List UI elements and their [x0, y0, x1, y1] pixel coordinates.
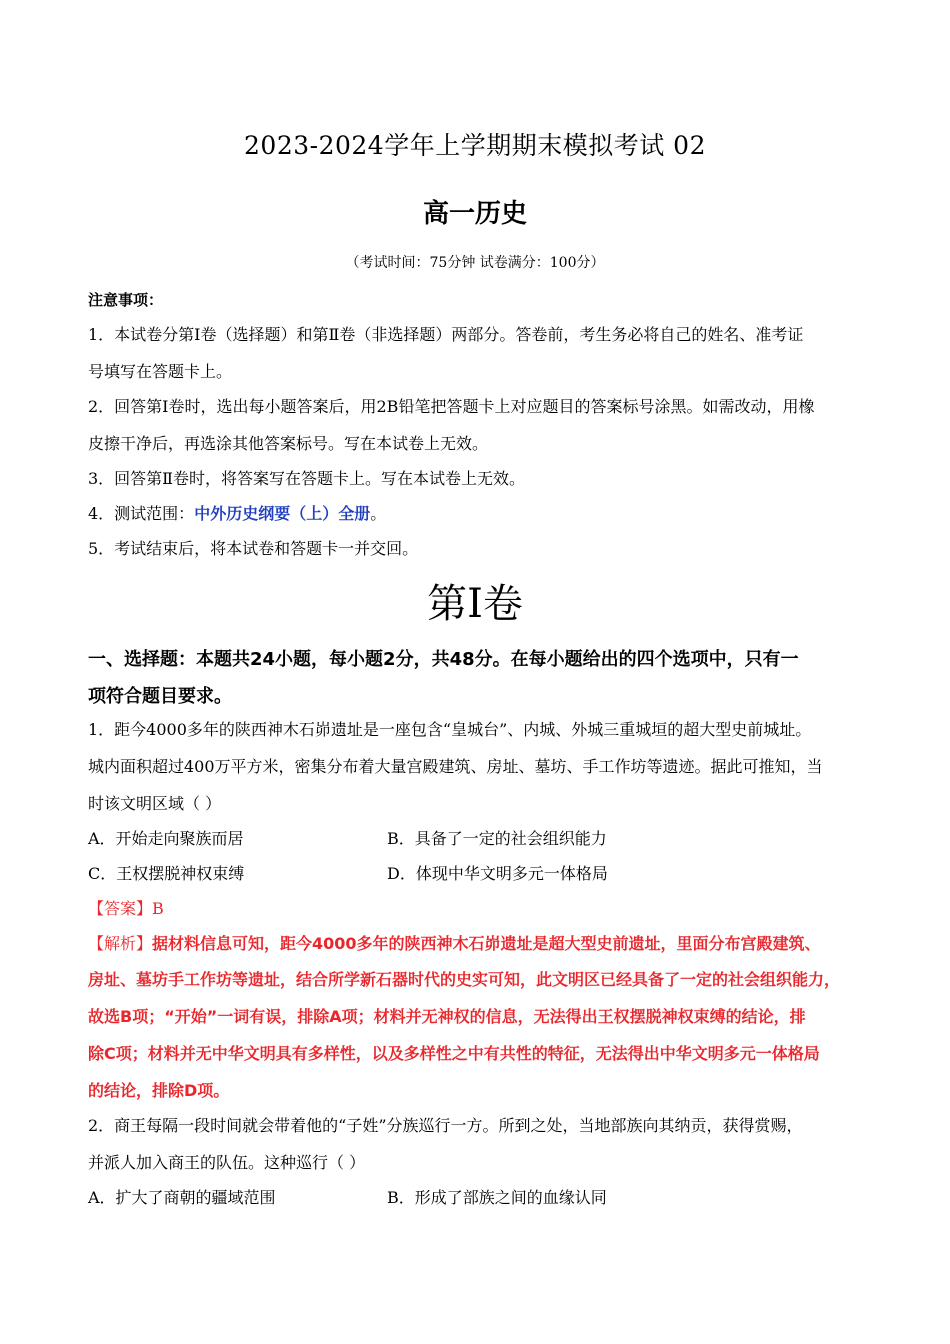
exam-title: 2023-2024学年上学期期末模拟考试 02: [244, 131, 706, 160]
section-heading-line-2: 项符合题目要求。: [88, 686, 232, 707]
question-1-analysis-line-1: [88, 931, 821, 954]
question-2-option-b: B．形成了部族之间的血缘认同: [387, 1188, 607, 1207]
notice-item-1-line-1: 1．本试卷分第Ⅰ卷（选择题）和第Ⅱ卷（非选择题）两部分。答卷前，考生务必将自己的姓名、准考证: [88, 325, 804, 344]
notice-item-3: 3．回答第Ⅱ卷时，将答案写在答题卡上。写在本试卷上无效。: [88, 469, 526, 488]
question-2-stem-line-1: 2．商王每隔一段时间就会带着他的“子姓”分族巡行一方。所到之处，当地部族向其纳贡，获得赏赐，: [88, 1116, 803, 1135]
exam-info: （考试时间：75分钟 试卷满分：100分）: [345, 255, 605, 271]
notice-item-2-line-1: 2．回答第Ⅰ卷时，选出每小题答案后，用2B铅笔把答题卡上对应题目的答案标号涂黑。如需改动，用橡: [88, 397, 815, 416]
question-1-stem-line-1: 1．距今4000多年的陕西神木石峁遗址是一座包含“皇城台”、内城、外城三重城垣的超大型史前城址。: [88, 720, 812, 739]
notice-item-4: [88, 501, 386, 524]
volume-title: 第Ⅰ卷: [427, 581, 523, 627]
question-2-option-a: A．扩大了商朝的疆域范围: [88, 1188, 276, 1207]
notice-item-4-suffix: 。: [370, 504, 387, 523]
notice-heading: 注意事项：: [88, 291, 164, 309]
question-1-answer: [88, 896, 164, 919]
test-scope: 中外历史纲要（上）全册: [194, 504, 371, 523]
answer-value: B: [152, 899, 164, 918]
question-1-option-c: C．王权摆脱神权束缚: [88, 864, 245, 883]
notice-item-5: 5．考试结束后，将本试卷和答题卡一并交回。: [88, 539, 419, 558]
subject-title: 高一历史: [422, 199, 527, 229]
notice-item-4-prefix: 4．测试范围：: [88, 504, 195, 523]
question-1-option-b: B．具备了一定的社会组织能力: [387, 829, 607, 848]
answer-label: 【答案】: [88, 899, 153, 918]
question-1-stem-line-3: 时该文明区域（ ）: [88, 794, 222, 813]
question-2-stem-line-2: 并派人加入商王的队伍。这种巡行（ ）: [88, 1153, 366, 1172]
section-heading-line-1: 一、选择题：本题共24小题，每小题2分，共48分。在每小题给出的四个选项中，只有一: [88, 649, 799, 670]
question-1-option-a: A．开始走向聚族而居: [88, 829, 244, 848]
question-1-analysis-line-4: 除C项；材料并无中华文明具有多样性，以及多样性之中有共性的特征，无法得出中华文明多元一体格局: [88, 1044, 820, 1063]
notice-item-2-line-2: 皮擦干净后，再选涂其他答案标号。写在本试卷上无效。: [88, 434, 489, 453]
question-1-analysis-line-3: 故选B项；“开始”一词有误，排除A项；材料并无神权的信息，无法得出王权摆脱神权束缚的结论，排: [88, 1007, 806, 1026]
question-1-analysis-line-5: 的结论，排除D项。: [88, 1081, 230, 1100]
analysis-label: 【解析】: [88, 934, 153, 953]
analysis-text: 据材料信息可知，距今4000多年的陕西神木石峁遗址是超大型史前遗址，里面分布宫殿建筑、: [152, 934, 821, 953]
question-1-stem-line-2: 城内面积超过400万平方米，密集分布着大量宫殿建筑、房址、墓坊、手工作坊等遗迹。据此可推知，当: [88, 757, 823, 776]
question-1-option-d: D．体现中华文明多元一体格局: [387, 864, 608, 883]
question-1-analysis-line-2: 房址、墓坊手工作坊等遗址，结合所学新石器时代的史实可知，此文明区已经具备了一定的社会组织能力，: [88, 970, 841, 989]
notice-item-1-line-2: 号填写在答题卡上。: [88, 362, 233, 381]
